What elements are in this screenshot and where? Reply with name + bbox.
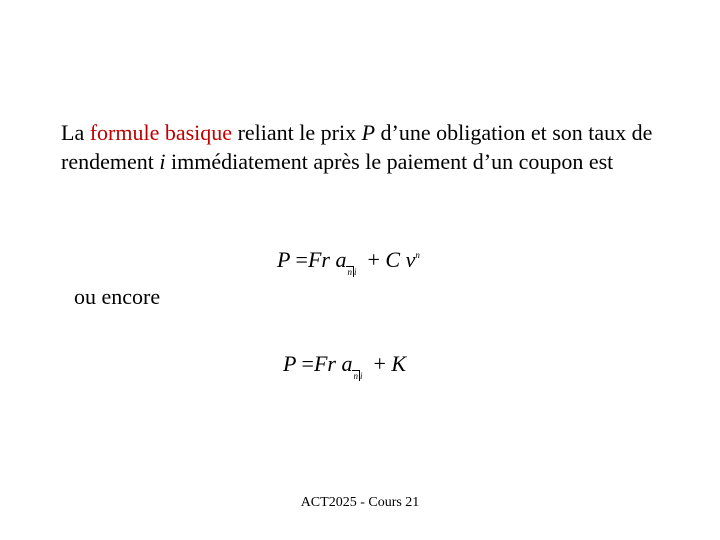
variable-p: P (361, 120, 376, 145)
slide-footer: ACT2025 - Cours 21 (300, 495, 420, 510)
formula2-annuity-subscript (352, 371, 362, 381)
formula1-lhs: P (277, 247, 291, 272)
formula2-lhs: P (283, 351, 297, 376)
formula1-equals: = (295, 247, 308, 272)
formula1-sub-n: n (347, 267, 352, 277)
formula1-term1: Fr a (307, 247, 347, 272)
intro-text-3: d’une obligation et son taux de rendement (61, 120, 653, 174)
intro-text-1: La (61, 120, 90, 145)
formula1-annuity-subscript (346, 267, 356, 277)
formula2-plus: + (373, 351, 386, 376)
intro-paragraph (61, 118, 661, 176)
formula1-exponent: n (415, 250, 420, 260)
highlighted-term: formule basique (89, 120, 233, 145)
formula1-plus: + (367, 247, 380, 272)
formula2-term1: Fr a (313, 351, 353, 376)
formula1-term2: C ν (385, 247, 416, 272)
formula1-sub-i: i (353, 267, 357, 277)
intro-text-2: reliant le prix (232, 120, 362, 145)
variable-i: i (159, 149, 166, 174)
bond-price-formula-alt (283, 351, 406, 381)
formula2-term2: K (391, 351, 407, 376)
intro-text-4: immédiatement après le paiement d’un coupon est (165, 149, 614, 174)
formula2-sub-n: n (353, 371, 358, 381)
bond-price-formula (277, 247, 420, 277)
formula2-equals: = (301, 351, 314, 376)
alt-label: ou encore (74, 284, 161, 309)
formula2-sub-i: i (359, 371, 363, 381)
